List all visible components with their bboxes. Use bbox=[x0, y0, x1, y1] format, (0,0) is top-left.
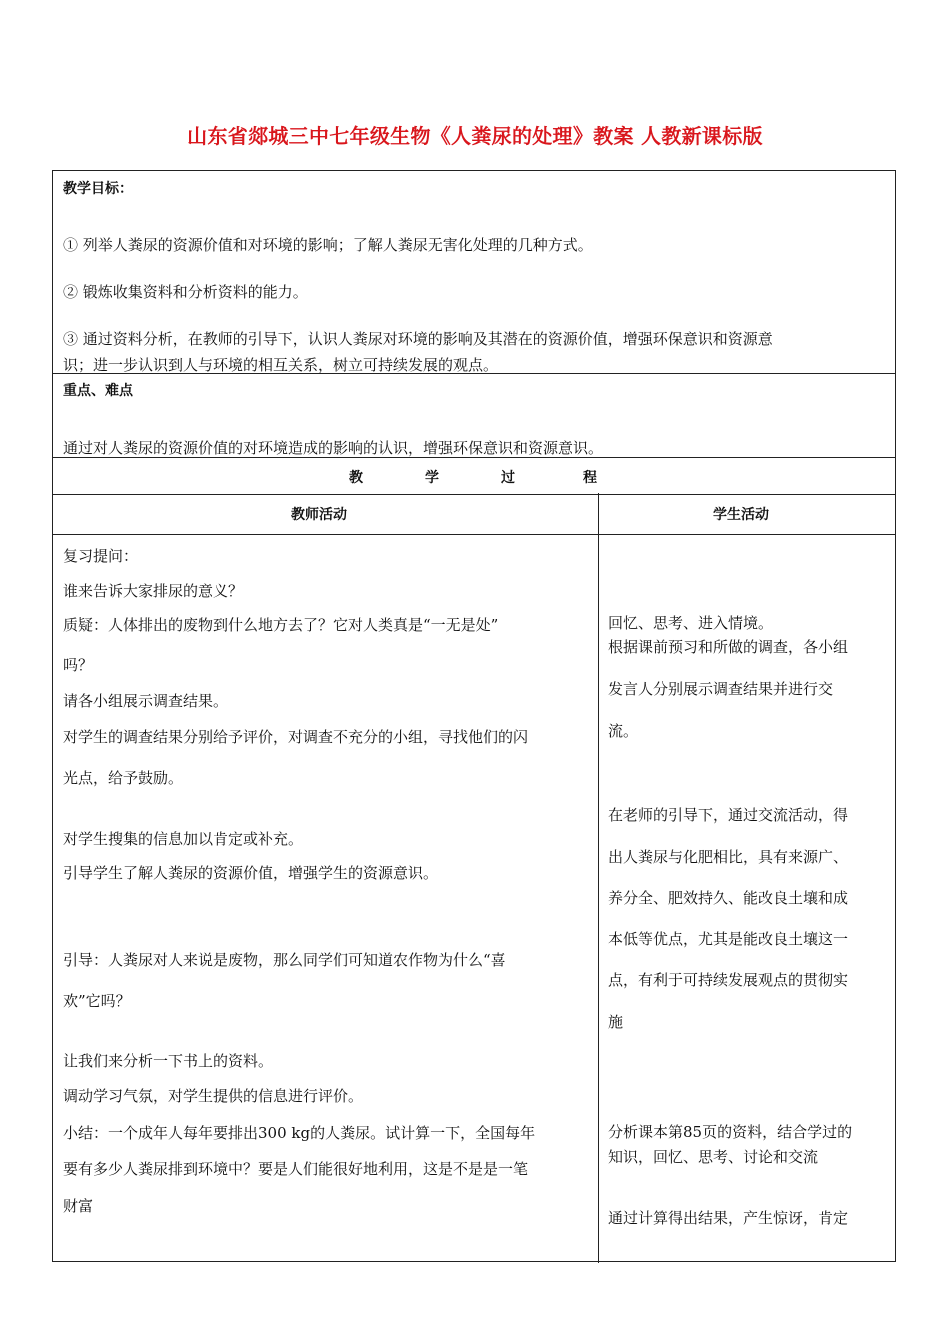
process-char-4: 程 bbox=[583, 470, 597, 486]
student-line: 回忆、思考、进入情境。 bbox=[608, 614, 774, 632]
student-line: 知识，回忆、思考、讨论和交流 bbox=[608, 1148, 819, 1166]
objective-item-2: ② 锻炼收集资料和分析资料的能力。 bbox=[63, 283, 308, 301]
student-line: 流。 bbox=[608, 722, 639, 740]
key-points-section bbox=[53, 374, 895, 458]
objective-item-3-line-2: 识；进一步认识到人与环境的相互关系，树立可持续发展的观点。 bbox=[63, 356, 499, 374]
process-char-1: 教 bbox=[349, 470, 363, 486]
teacher-line: 要有多少人粪尿排到环境中？要是人们能很好地利用，这是不是是一笔 bbox=[63, 1160, 529, 1178]
teacher-line: 请各小组展示调查结果。 bbox=[63, 692, 229, 710]
teacher-line: 谁来告诉大家排尿的意义？ bbox=[63, 582, 244, 600]
objectives-heading: 教学目标： bbox=[63, 181, 133, 197]
column-headers bbox=[53, 495, 895, 535]
student-line: 施 bbox=[608, 1013, 624, 1031]
teacher-line: 引导：人粪尿对人来说是废物，那么同学们可知道农作物为什么“喜 bbox=[63, 951, 506, 969]
student-line: 本低等优点，尤其是能改良土壤这一 bbox=[608, 930, 849, 948]
teacher-line: 对学生搜集的信息加以肯定或补充。 bbox=[63, 830, 304, 848]
teacher-line: 小结：一个成年人每年要排出300 kg的人粪尿。试计算一下，全国每年 bbox=[63, 1124, 536, 1142]
teacher-activity-header: 教师活动 bbox=[291, 507, 347, 523]
lesson-plan-table bbox=[52, 170, 896, 1262]
process-char-2: 学 bbox=[425, 470, 439, 486]
key-points-text: 通过对人粪尿的资源价值的对环境造成的影响的认识，增强环保意识和资源意识。 bbox=[63, 439, 604, 457]
process-char-3: 过 bbox=[501, 470, 515, 486]
objective-item-1: ① 列举人粪尿的资源价值和对环境的影响；了解人粪尿无害化处理的几种方式。 bbox=[63, 236, 593, 254]
teacher-line: 让我们来分析一下书上的资料。 bbox=[63, 1052, 274, 1070]
teacher-line: 调动学习气氛，对学生提供的信息进行评价。 bbox=[63, 1087, 364, 1105]
teacher-line: 欢”它吗？ bbox=[63, 992, 131, 1010]
teacher-line: 引导学生了解人粪尿的资源价值，增强学生的资源意识。 bbox=[63, 864, 439, 882]
objectives-section bbox=[53, 171, 895, 374]
student-line: 分析课本第85页的资料，结合学过的 bbox=[608, 1123, 853, 1141]
student-activity-header: 学生活动 bbox=[713, 507, 769, 523]
teacher-line: 吗？ bbox=[63, 656, 94, 674]
teacher-line: 质疑：人体排出的废物到什么地方去了？它对人类真是“一无是处” bbox=[63, 616, 499, 634]
student-line: 通过计算得出结果，产生惊讶，肯定 bbox=[608, 1209, 849, 1227]
teacher-line: 复习提问： bbox=[63, 547, 139, 565]
document-title: 山东省郯城三中七年级生物《人粪尿的处理》教案 人教新课标版 bbox=[187, 124, 763, 148]
teacher-line: 对学生的调查结果分别给予评价，对调查不充分的小组，寻找他们的闪 bbox=[63, 728, 529, 746]
student-line: 点，有利于可持续发展观点的贯彻实 bbox=[608, 971, 849, 989]
process-header bbox=[53, 458, 895, 495]
teacher-line: 财富 bbox=[63, 1197, 94, 1215]
student-line: 出人粪尿与化肥相比，具有来源广、 bbox=[608, 848, 849, 866]
key-points-heading: 重点、难点 bbox=[63, 383, 133, 399]
teacher-line: 光点，给予鼓励。 bbox=[63, 769, 184, 787]
student-line: 根据课前预习和所做的调查，各小组 bbox=[608, 638, 849, 656]
student-line: 养分全、肥效持久、能改良土壤和成 bbox=[608, 889, 849, 907]
student-line: 在老师的引导下，通过交流活动，得 bbox=[608, 806, 849, 824]
objective-item-3-line-1: ③ 通过资料分析，在教师的引导下，认识人粪尿对环境的影响及其潜在的资源价值，增强环保意识和资源意 bbox=[63, 330, 773, 348]
student-line: 发言人分别展示调查结果并进行交 bbox=[608, 680, 834, 698]
column-divider bbox=[598, 493, 599, 1263]
